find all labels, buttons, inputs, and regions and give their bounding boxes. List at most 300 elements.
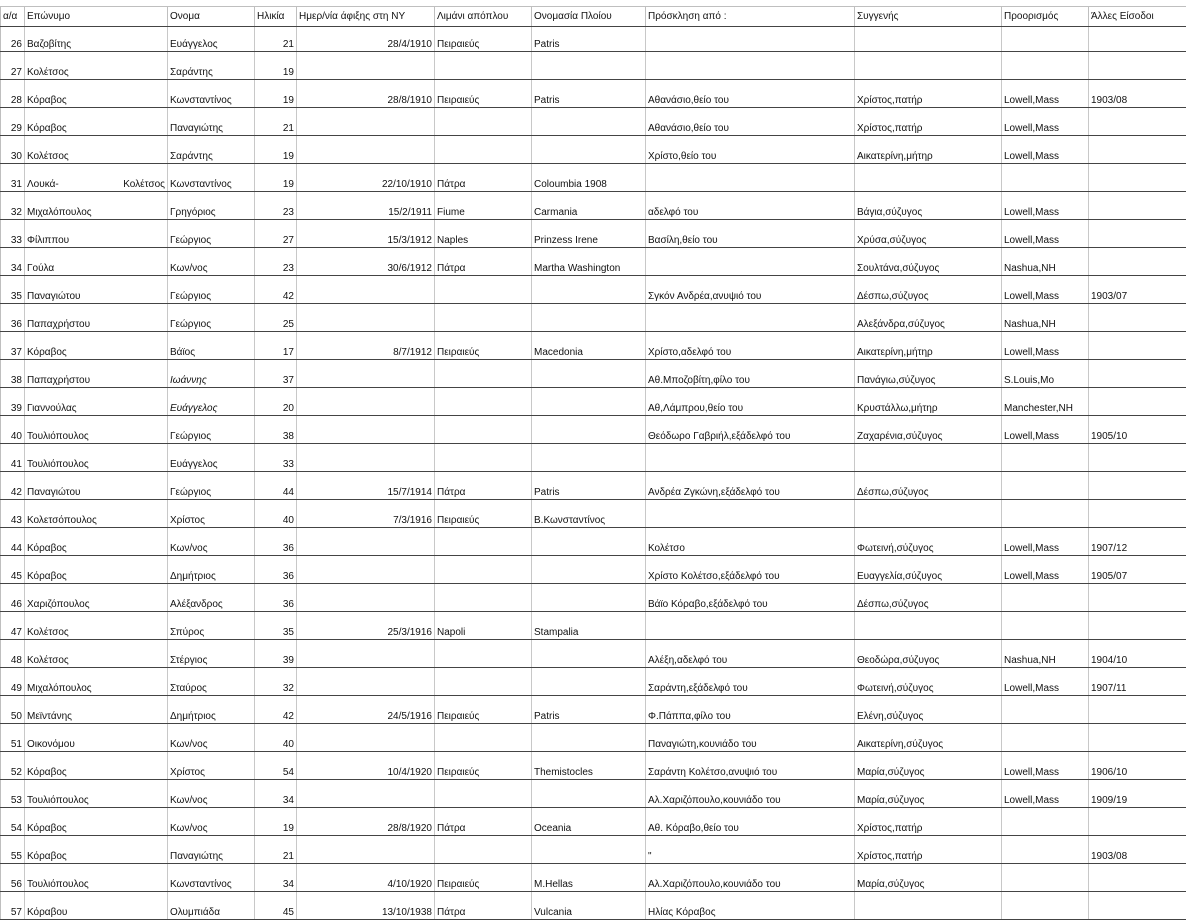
- cell-departure-port[interactable]: Πειραιεύς: [435, 332, 532, 360]
- cell-index[interactable]: 57: [1, 892, 25, 920]
- header-arrival-date[interactable]: Ημερ/νία άφιξης στη ΝΥ: [297, 7, 435, 27]
- cell-age[interactable]: 35: [255, 612, 297, 640]
- cell-arrival-date[interactable]: 25/3/1916: [297, 612, 435, 640]
- cell-relative[interactable]: Κρυστάλλω,μήτηρ: [855, 388, 1002, 416]
- cell-surname[interactable]: [25, 164, 168, 192]
- cell-relative[interactable]: Φωτεινή,σύζυγος: [855, 668, 1002, 696]
- cell-destination[interactable]: Lowell,Mass: [1002, 752, 1089, 780]
- cell-surname[interactable]: Κολετσόπουλος: [25, 500, 168, 528]
- cell-other-entries[interactable]: [1089, 108, 1186, 136]
- cell-age[interactable]: 42: [255, 696, 297, 724]
- cell-arrival-date[interactable]: [297, 444, 435, 472]
- cell-surname[interactable]: Παναγιώτου: [25, 276, 168, 304]
- cell-other-entries[interactable]: 1906/10: [1089, 752, 1186, 780]
- cell-arrival-date[interactable]: [297, 780, 435, 808]
- cell-ship-name[interactable]: [532, 556, 646, 584]
- cell-ship-name[interactable]: Patris: [532, 27, 646, 52]
- cell-destination[interactable]: [1002, 584, 1089, 612]
- cell-index[interactable]: 56: [1, 864, 25, 892]
- cell-destination[interactable]: [1002, 864, 1089, 892]
- cell-arrival-date[interactable]: [297, 556, 435, 584]
- cell-index[interactable]: 31: [1, 164, 25, 192]
- cell-destination[interactable]: Lowell,Mass: [1002, 136, 1089, 164]
- cell-first-name[interactable]: Γεώργιος: [168, 416, 255, 444]
- cell-surname[interactable]: Κολέτσος: [25, 612, 168, 640]
- cell-relative[interactable]: [855, 27, 1002, 52]
- cell-destination[interactable]: Lowell,Mass: [1002, 668, 1089, 696]
- cell-first-name[interactable]: Γεώργιος: [168, 276, 255, 304]
- cell-surname[interactable]: Φίλιππου: [25, 220, 168, 248]
- cell-relative[interactable]: [855, 52, 1002, 80]
- cell-surname[interactable]: Μεϊντάνης: [25, 696, 168, 724]
- cell-age[interactable]: 21: [255, 108, 297, 136]
- cell-ship-name[interactable]: Vulcania: [532, 892, 646, 920]
- cell-ship-name[interactable]: Themistocles: [532, 752, 646, 780]
- cell-invited-by[interactable]: [646, 612, 855, 640]
- cell-ship-name[interactable]: [532, 52, 646, 80]
- cell-age[interactable]: 40: [255, 724, 297, 752]
- cell-ship-name[interactable]: Oceania: [532, 808, 646, 836]
- cell-ship-name[interactable]: Carmania: [532, 192, 646, 220]
- cell-other-entries[interactable]: 1907/11: [1089, 668, 1186, 696]
- cell-other-entries[interactable]: [1089, 360, 1186, 388]
- cell-invited-by[interactable]: Χρίστο Κολέτσο,εξάδελφό του: [646, 556, 855, 584]
- cell-surname[interactable]: Κόραβος: [25, 108, 168, 136]
- cell-invited-by[interactable]: [646, 164, 855, 192]
- cell-destination[interactable]: Lowell,Mass: [1002, 276, 1089, 304]
- cell-surname[interactable]: Παναγιώτου: [25, 472, 168, 500]
- cell-destination[interactable]: [1002, 164, 1089, 192]
- cell-index[interactable]: 43: [1, 500, 25, 528]
- cell-first-name[interactable]: Σπύρος: [168, 612, 255, 640]
- cell-invited-by[interactable]: [646, 248, 855, 276]
- cell-arrival-date[interactable]: 22/10/1910: [297, 164, 435, 192]
- cell-invited-by[interactable]: Αλ.Χαριζόπουλο,κουνιάδο του: [646, 864, 855, 892]
- cell-surname[interactable]: Κολέτσος: [25, 136, 168, 164]
- cell-age[interactable]: 27: [255, 220, 297, 248]
- cell-departure-port[interactable]: Naples: [435, 220, 532, 248]
- cell-surname[interactable]: Κόραβος: [25, 836, 168, 864]
- cell-destination[interactable]: Lowell,Mass: [1002, 192, 1089, 220]
- cell-surname[interactable]: Κόραβος: [25, 752, 168, 780]
- cell-first-name[interactable]: Βάϊος: [168, 332, 255, 360]
- cell-invited-by[interactable]: Παναγιώτη,κουνιάδο του: [646, 724, 855, 752]
- cell-surname[interactable]: Τουλιόπουλος: [25, 780, 168, 808]
- cell-other-entries[interactable]: [1089, 304, 1186, 332]
- cell-first-name[interactable]: Ολυμπιάδα: [168, 892, 255, 920]
- cell-first-name[interactable]: Κων/νος: [168, 528, 255, 556]
- cell-invited-by[interactable]: Θεόδωρο Γαβριήλ,εξάδελφό του: [646, 416, 855, 444]
- cell-other-entries[interactable]: [1089, 472, 1186, 500]
- cell-destination[interactable]: [1002, 696, 1089, 724]
- cell-index[interactable]: 48: [1, 640, 25, 668]
- cell-ship-name[interactable]: Β.Κωνσταντίνος: [532, 500, 646, 528]
- cell-invited-by[interactable]: Αλέξη,αδελφό του: [646, 640, 855, 668]
- cell-ship-name[interactable]: [532, 836, 646, 864]
- cell-invited-by[interactable]: Ηλίας Κόραβος: [646, 892, 855, 920]
- cell-relative[interactable]: Μαρία,σύζυγος: [855, 752, 1002, 780]
- cell-ship-name[interactable]: [532, 528, 646, 556]
- cell-index[interactable]: 40: [1, 416, 25, 444]
- cell-surname[interactable]: Γιαννούλας: [25, 388, 168, 416]
- cell-relative[interactable]: Σουλτάνα,σύζυγος: [855, 248, 1002, 276]
- cell-first-name[interactable]: Χρίστος: [168, 500, 255, 528]
- cell-ship-name[interactable]: [532, 304, 646, 332]
- cell-arrival-date[interactable]: [297, 360, 435, 388]
- cell-relative[interactable]: Χρίστος,πατήρ: [855, 80, 1002, 108]
- cell-departure-port[interactable]: Πάτρα: [435, 472, 532, 500]
- cell-relative[interactable]: Δέσπω,σύζυγος: [855, 584, 1002, 612]
- cell-invited-by[interactable]: Αλ.Χαριζόπουλο,κουνιάδο του: [646, 780, 855, 808]
- cell-first-name[interactable]: Ευάγγελος: [168, 27, 255, 52]
- cell-first-name[interactable]: Γεώργιος: [168, 472, 255, 500]
- cell-departure-port[interactable]: [435, 528, 532, 556]
- cell-relative[interactable]: Αλεξάνδρα,σύζυγος: [855, 304, 1002, 332]
- cell-invited-by[interactable]: [646, 304, 855, 332]
- cell-ship-name[interactable]: [532, 780, 646, 808]
- cell-index[interactable]: 49: [1, 668, 25, 696]
- cell-first-name[interactable]: Κωνσταντίνος: [168, 80, 255, 108]
- cell-invited-by[interactable]: Ανδρέα Ζγκώνη,εξάδελφό του: [646, 472, 855, 500]
- cell-arrival-date[interactable]: 8/7/1912: [297, 332, 435, 360]
- cell-departure-port[interactable]: Πάτρα: [435, 808, 532, 836]
- cell-ship-name[interactable]: Patris: [532, 696, 646, 724]
- cell-invited-by[interactable]: Αθ,Λάμπρου,θείο του: [646, 388, 855, 416]
- cell-other-entries[interactable]: [1089, 500, 1186, 528]
- cell-surname[interactable]: Κόραβος: [25, 556, 168, 584]
- cell-relative[interactable]: Δέσπω,σύζυγος: [855, 472, 1002, 500]
- cell-arrival-date[interactable]: [297, 724, 435, 752]
- cell-relative[interactable]: Χρίστος,πατήρ: [855, 836, 1002, 864]
- cell-other-entries[interactable]: [1089, 388, 1186, 416]
- cell-invited-by[interactable]: Σαράντη,εξάδελφό του: [646, 668, 855, 696]
- cell-relative[interactable]: Χρύσα,σύζυγος: [855, 220, 1002, 248]
- cell-age[interactable]: 19: [255, 164, 297, 192]
- cell-destination[interactable]: Lowell,Mass: [1002, 528, 1089, 556]
- cell-first-name[interactable]: Στέργιος: [168, 640, 255, 668]
- cell-departure-port[interactable]: [435, 360, 532, 388]
- cell-other-entries[interactable]: [1089, 220, 1186, 248]
- cell-first-name[interactable]: Κωνσταντίνος: [168, 164, 255, 192]
- cell-age[interactable]: 42: [255, 276, 297, 304]
- cell-other-entries[interactable]: 1907/12: [1089, 528, 1186, 556]
- cell-departure-port[interactable]: Fiume: [435, 192, 532, 220]
- cell-relative[interactable]: Ζαχαρένια,σύζυγος: [855, 416, 1002, 444]
- cell-destination[interactable]: [1002, 444, 1089, 472]
- cell-arrival-date[interactable]: [297, 276, 435, 304]
- cell-surname[interactable]: Χαριζόπουλος: [25, 584, 168, 612]
- header-first-name[interactable]: Ονομα: [168, 7, 255, 27]
- cell-arrival-date[interactable]: [297, 304, 435, 332]
- cell-other-entries[interactable]: [1089, 332, 1186, 360]
- cell-invited-by[interactable]: Φ.Πάππα,φίλο του: [646, 696, 855, 724]
- cell-ship-name[interactable]: [532, 136, 646, 164]
- cell-destination[interactable]: [1002, 500, 1089, 528]
- cell-age[interactable]: 21: [255, 27, 297, 52]
- cell-first-name[interactable]: Κων/νος: [168, 724, 255, 752]
- cell-arrival-date[interactable]: 7/3/1916: [297, 500, 435, 528]
- cell-relative[interactable]: [855, 164, 1002, 192]
- cell-departure-port[interactable]: Πάτρα: [435, 164, 532, 192]
- cell-index[interactable]: 39: [1, 388, 25, 416]
- cell-departure-port[interactable]: Napoli: [435, 612, 532, 640]
- cell-first-name[interactable]: Δημήτριος: [168, 696, 255, 724]
- cell-ship-name[interactable]: [532, 388, 646, 416]
- cell-arrival-date[interactable]: [297, 584, 435, 612]
- cell-arrival-date[interactable]: 28/4/1910: [297, 27, 435, 52]
- cell-index[interactable]: 55: [1, 836, 25, 864]
- cell-first-name[interactable]: Ιωάννης: [168, 360, 255, 388]
- cell-departure-port[interactable]: [435, 556, 532, 584]
- cell-surname[interactable]: Παπαχρήστου: [25, 360, 168, 388]
- cell-index[interactable]: 50: [1, 696, 25, 724]
- cell-first-name[interactable]: Αλέξανδρος: [168, 584, 255, 612]
- cell-arrival-date[interactable]: 15/3/1912: [297, 220, 435, 248]
- cell-relative[interactable]: Χρίστος,πατήρ: [855, 808, 1002, 836]
- cell-relative[interactable]: Φωτεινή,σύζυγος: [855, 528, 1002, 556]
- cell-index[interactable]: 35: [1, 276, 25, 304]
- cell-departure-port[interactable]: Πειραιεύς: [435, 500, 532, 528]
- cell-departure-port[interactable]: [435, 108, 532, 136]
- cell-age[interactable]: 44: [255, 472, 297, 500]
- cell-arrival-date[interactable]: 28/8/1920: [297, 808, 435, 836]
- cell-arrival-date[interactable]: [297, 640, 435, 668]
- cell-ship-name[interactable]: Prinzess Irene: [532, 220, 646, 248]
- cell-surname[interactable]: Κολέτσος: [25, 640, 168, 668]
- cell-ship-name[interactable]: Martha Washington: [532, 248, 646, 276]
- cell-destination[interactable]: [1002, 892, 1089, 920]
- cell-index[interactable]: 45: [1, 556, 25, 584]
- cell-age[interactable]: 19: [255, 52, 297, 80]
- cell-invited-by[interactable]: Σαράντη Κολέτσο,ανυψιό του: [646, 752, 855, 780]
- cell-invited-by[interactable]: αδελφό του: [646, 192, 855, 220]
- cell-departure-port[interactable]: [435, 304, 532, 332]
- cell-arrival-date[interactable]: 24/5/1916: [297, 696, 435, 724]
- cell-ship-name[interactable]: [532, 444, 646, 472]
- cell-index[interactable]: 47: [1, 612, 25, 640]
- cell-surname[interactable]: Τουλιόπουλος: [25, 416, 168, 444]
- header-ship-name[interactable]: Ονομασία Πλοίου: [532, 7, 646, 27]
- header-surname[interactable]: Επώνυμο: [25, 7, 168, 27]
- cell-index[interactable]: 26: [1, 27, 25, 52]
- cell-invited-by[interactable]: [646, 500, 855, 528]
- cell-departure-port[interactable]: Πειραιεύς: [435, 27, 532, 52]
- cell-age[interactable]: 54: [255, 752, 297, 780]
- cell-ship-name[interactable]: Coloumbia 1908: [532, 164, 646, 192]
- cell-arrival-date[interactable]: [297, 108, 435, 136]
- cell-age[interactable]: 32: [255, 668, 297, 696]
- cell-surname[interactable]: Τουλιόπουλος: [25, 864, 168, 892]
- cell-surname[interactable]: Παπαχρήστου: [25, 304, 168, 332]
- cell-relative[interactable]: Μαρία,σύζυγος: [855, 780, 1002, 808]
- cell-relative[interactable]: Βάγια,σύζυγος: [855, 192, 1002, 220]
- cell-relative[interactable]: Θεοδώρα,σύζυγος: [855, 640, 1002, 668]
- cell-destination[interactable]: [1002, 612, 1089, 640]
- cell-index[interactable]: 53: [1, 780, 25, 808]
- cell-other-entries[interactable]: 1903/07: [1089, 276, 1186, 304]
- cell-destination[interactable]: Lowell,Mass: [1002, 416, 1089, 444]
- cell-ship-name[interactable]: Patris: [532, 472, 646, 500]
- cell-destination[interactable]: Lowell,Mass: [1002, 780, 1089, 808]
- cell-invited-by[interactable]: [646, 27, 855, 52]
- cell-index[interactable]: 27: [1, 52, 25, 80]
- cell-destination[interactable]: [1002, 52, 1089, 80]
- cell-departure-port[interactable]: Πειραιεύς: [435, 864, 532, 892]
- cell-other-entries[interactable]: [1089, 724, 1186, 752]
- cell-first-name[interactable]: Παναγιώτης: [168, 108, 255, 136]
- cell-first-name[interactable]: Γεώργιος: [168, 304, 255, 332]
- cell-departure-port[interactable]: [435, 388, 532, 416]
- cell-other-entries[interactable]: [1089, 612, 1186, 640]
- cell-destination[interactable]: S.Louis,Mo: [1002, 360, 1089, 388]
- cell-invited-by[interactable]: Αθ.Μποζοβίτη,φίλο του: [646, 360, 855, 388]
- cell-ship-name[interactable]: [532, 276, 646, 304]
- cell-departure-port[interactable]: [435, 136, 532, 164]
- cell-index[interactable]: 32: [1, 192, 25, 220]
- cell-first-name[interactable]: Σταύρος: [168, 668, 255, 696]
- cell-age[interactable]: 17: [255, 332, 297, 360]
- cell-other-entries[interactable]: 1905/07: [1089, 556, 1186, 584]
- cell-age[interactable]: 37: [255, 360, 297, 388]
- cell-index[interactable]: 33: [1, 220, 25, 248]
- cell-departure-port[interactable]: [435, 724, 532, 752]
- cell-departure-port[interactable]: [435, 668, 532, 696]
- cell-index[interactable]: 52: [1, 752, 25, 780]
- cell-departure-port[interactable]: [435, 52, 532, 80]
- cell-age[interactable]: 45: [255, 892, 297, 920]
- cell-ship-name[interactable]: Stampalia: [532, 612, 646, 640]
- cell-relative[interactable]: Πανάγιω,σύζυγος: [855, 360, 1002, 388]
- cell-departure-port[interactable]: [435, 780, 532, 808]
- cell-surname[interactable]: Κολέτσος: [25, 52, 168, 80]
- cell-departure-port[interactable]: [435, 276, 532, 304]
- cell-other-entries[interactable]: [1089, 808, 1186, 836]
- cell-surname[interactable]: Κόραβος: [25, 808, 168, 836]
- cell-index[interactable]: 38: [1, 360, 25, 388]
- cell-other-entries[interactable]: 1905/10: [1089, 416, 1186, 444]
- cell-invited-by[interactable]: [646, 444, 855, 472]
- cell-ship-name[interactable]: [532, 108, 646, 136]
- cell-relative[interactable]: [855, 612, 1002, 640]
- cell-other-entries[interactable]: 1903/08: [1089, 80, 1186, 108]
- cell-relative[interactable]: Αικατερίνη,μήτηρ: [855, 332, 1002, 360]
- cell-invited-by[interactable]: [646, 52, 855, 80]
- cell-relative[interactable]: Δέσπω,σύζυγος: [855, 276, 1002, 304]
- cell-index[interactable]: 41: [1, 444, 25, 472]
- cell-index[interactable]: 51: [1, 724, 25, 752]
- cell-index[interactable]: 36: [1, 304, 25, 332]
- cell-other-entries[interactable]: [1089, 52, 1186, 80]
- cell-arrival-date[interactable]: [297, 528, 435, 556]
- cell-other-entries[interactable]: [1089, 136, 1186, 164]
- cell-arrival-date[interactable]: [297, 416, 435, 444]
- cell-other-entries[interactable]: [1089, 864, 1186, 892]
- cell-ship-name[interactable]: [532, 640, 646, 668]
- cell-first-name[interactable]: Κων/νος: [168, 780, 255, 808]
- cell-age[interactable]: 38: [255, 416, 297, 444]
- cell-index[interactable]: 34: [1, 248, 25, 276]
- cell-arrival-date[interactable]: [297, 136, 435, 164]
- cell-surname[interactable]: Κόραβος: [25, 80, 168, 108]
- cell-surname[interactable]: Μιχαλόπουλος: [25, 192, 168, 220]
- cell-invited-by[interactable]: Χρίστο,αδελφό του: [646, 332, 855, 360]
- cell-age[interactable]: 36: [255, 556, 297, 584]
- cell-invited-by[interactable]: ": [646, 836, 855, 864]
- cell-destination[interactable]: Manchester,NH: [1002, 388, 1089, 416]
- cell-invited-by[interactable]: Βασίλη,θείο του: [646, 220, 855, 248]
- cell-relative[interactable]: Χρίστος,πατήρ: [855, 108, 1002, 136]
- cell-other-entries[interactable]: [1089, 892, 1186, 920]
- cell-ship-name[interactable]: [532, 416, 646, 444]
- cell-ship-name[interactable]: Patris: [532, 80, 646, 108]
- cell-age[interactable]: 20: [255, 388, 297, 416]
- cell-age[interactable]: 23: [255, 192, 297, 220]
- cell-other-entries[interactable]: [1089, 248, 1186, 276]
- cell-first-name[interactable]: Ευάγγελος: [168, 444, 255, 472]
- cell-other-entries[interactable]: [1089, 444, 1186, 472]
- cell-ship-name[interactable]: [532, 724, 646, 752]
- cell-first-name[interactable]: Σαράντης: [168, 52, 255, 80]
- header-relative[interactable]: Συγγενής: [855, 7, 1002, 27]
- cell-first-name[interactable]: Δημήτριος: [168, 556, 255, 584]
- cell-surname[interactable]: Κόραβος: [25, 332, 168, 360]
- cell-arrival-date[interactable]: 13/10/1938: [297, 892, 435, 920]
- cell-other-entries[interactable]: [1089, 164, 1186, 192]
- cell-departure-port[interactable]: [435, 584, 532, 612]
- cell-relative[interactable]: Αικατερίνη,μήτηρ: [855, 136, 1002, 164]
- cell-invited-by[interactable]: Βάϊο Κόραβο,εξάδελφό του: [646, 584, 855, 612]
- cell-age[interactable]: 40: [255, 500, 297, 528]
- cell-other-entries[interactable]: [1089, 27, 1186, 52]
- cell-destination[interactable]: [1002, 808, 1089, 836]
- cell-destination[interactable]: [1002, 472, 1089, 500]
- cell-other-entries[interactable]: 1903/08: [1089, 836, 1186, 864]
- cell-index[interactable]: 30: [1, 136, 25, 164]
- cell-destination[interactable]: Lowell,Mass: [1002, 332, 1089, 360]
- cell-departure-port[interactable]: [435, 640, 532, 668]
- cell-index[interactable]: 29: [1, 108, 25, 136]
- cell-other-entries[interactable]: 1909/19: [1089, 780, 1186, 808]
- cell-first-name[interactable]: Κων/νος: [168, 808, 255, 836]
- cell-other-entries[interactable]: [1089, 584, 1186, 612]
- cell-destination[interactable]: Lowell,Mass: [1002, 80, 1089, 108]
- cell-arrival-date[interactable]: 15/2/1911: [297, 192, 435, 220]
- cell-destination[interactable]: Lowell,Mass: [1002, 556, 1089, 584]
- cell-relative[interactable]: Αικατερίνη,σύζυγος: [855, 724, 1002, 752]
- cell-ship-name[interactable]: [532, 360, 646, 388]
- cell-age[interactable]: 19: [255, 80, 297, 108]
- cell-first-name[interactable]: Γεώργιος: [168, 220, 255, 248]
- cell-departure-port[interactable]: [435, 416, 532, 444]
- cell-first-name[interactable]: Παναγιώτης: [168, 836, 255, 864]
- cell-departure-port[interactable]: Πάτρα: [435, 892, 532, 920]
- cell-departure-port[interactable]: Πάτρα: [435, 248, 532, 276]
- cell-destination[interactable]: [1002, 27, 1089, 52]
- cell-relative[interactable]: Ελένη,σύζυγος: [855, 696, 1002, 724]
- cell-other-entries[interactable]: 1904/10: [1089, 640, 1186, 668]
- cell-relative[interactable]: [855, 444, 1002, 472]
- cell-invited-by[interactable]: Αθανάσιο,θείο του: [646, 108, 855, 136]
- cell-relative[interactable]: Μαρία,σύζυγος: [855, 864, 1002, 892]
- cell-ship-name[interactable]: [532, 584, 646, 612]
- cell-age[interactable]: 33: [255, 444, 297, 472]
- cell-invited-by[interactable]: Αθ. Κόραβο,θείο του: [646, 808, 855, 836]
- cell-age[interactable]: 19: [255, 136, 297, 164]
- cell-first-name[interactable]: Κων/νος: [168, 248, 255, 276]
- cell-relative[interactable]: [855, 892, 1002, 920]
- cell-index[interactable]: 42: [1, 472, 25, 500]
- cell-destination[interactable]: Lowell,Mass: [1002, 108, 1089, 136]
